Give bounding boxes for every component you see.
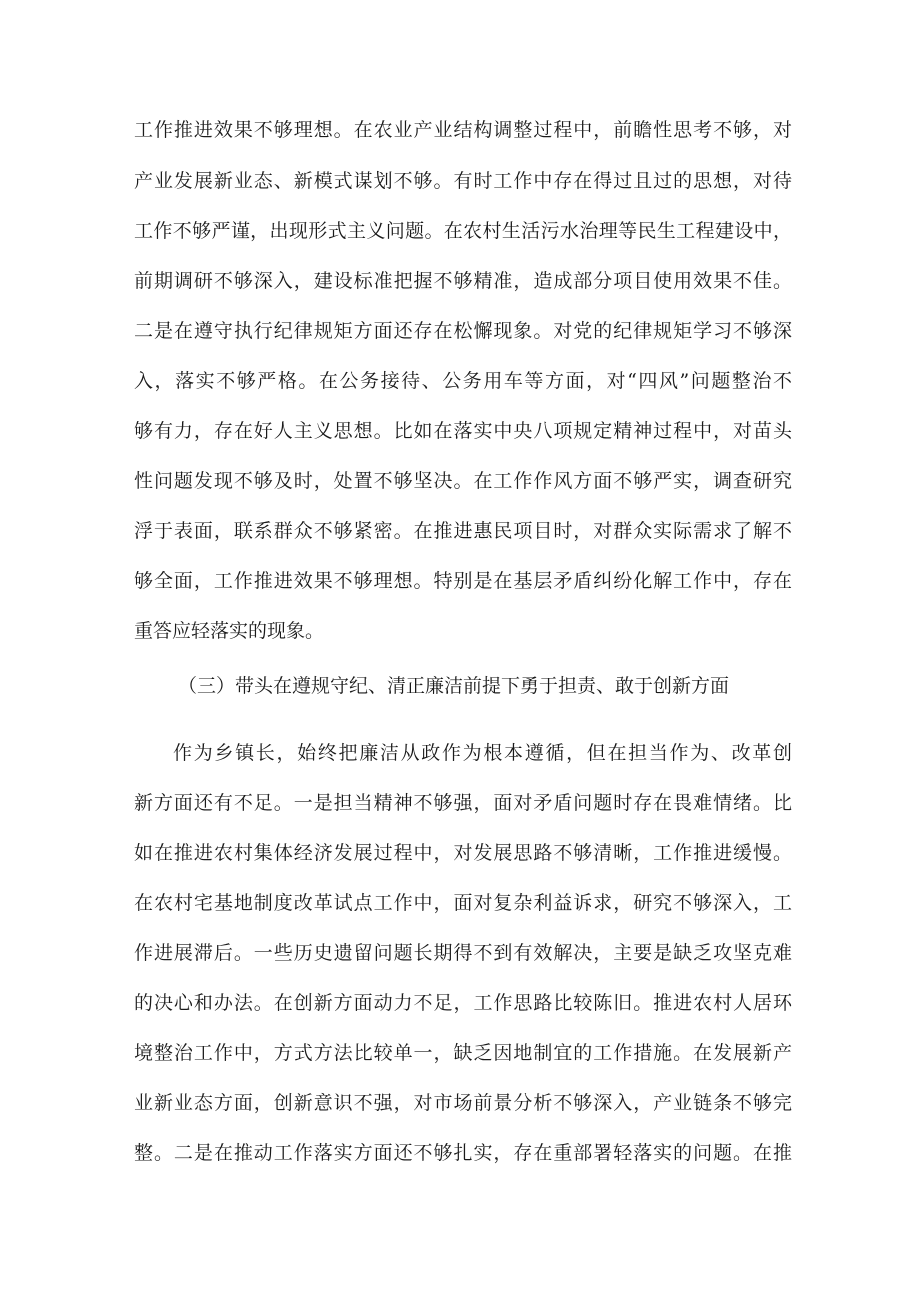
- paragraph-1-line-7: 够有力，存在好人主义思想。比如在落实中央八项规定精神过程中，对苗头: [134, 420, 792, 442]
- paragraph-1-line-11: 重答应轻落实的现象。: [134, 620, 325, 642]
- paragraph-2-line-7: 境整治工作中，方式方法比较单一，缺乏因地制宜的工作措施。在发展新产: [134, 1042, 792, 1064]
- section-heading: （三）带头在遵规守纪、清正廉洁前提下勇于担责、敢于创新方面: [178, 675, 730, 697]
- paragraph-2-line-3: 如在推进农村集体经济发展过程中，对发展思路不够清晰，工作推进缓慢。: [134, 842, 792, 864]
- paragraph-1-line-10: 够全面，工作推进效果不够理想。特别是在基层矛盾纠纷化解工作中，存在: [134, 570, 792, 592]
- paragraph-2-line-8: 业新业态方面，创新意识不强，对市场前景分析不够深入，产业链条不够完: [134, 1092, 792, 1114]
- paragraph-2-line-9: 整。二是在推动工作落实方面还不够扎实，存在重部署轻落实的问题。在推: [134, 1142, 792, 1164]
- paragraph-1-line-2: 产业发展新业态、新模式谋划不够。有时工作中存在得过且过的思想，对待: [134, 170, 792, 192]
- paragraph-2-line-4: 在农村宅基地制度改革试点工作中，面对复杂利益诉求，研究不够深入，工: [134, 892, 792, 914]
- paragraph-1-line-6: 入，落实不够严格。在公务接待、公务用车等方面，对“四风”问题整治不: [134, 370, 792, 392]
- paragraph-1-line-9: 浮于表面，联系群众不够紧密。在推进惠民项目时，对群众实际需求了解不: [134, 520, 792, 542]
- paragraph-2-line-6: 的决心和办法。在创新方面动力不足，工作思路比较陈旧。推进农村人居环: [134, 992, 792, 1014]
- paragraph-1-line-1: 工作推进效果不够理想。在农业产业结构调整过程中，前瞻性思考不够，对: [134, 119, 792, 141]
- paragraph-1-line-4: 前期调研不够深入，建设标准把握不够精准，造成部分项目使用效果不佳。: [134, 270, 792, 292]
- paragraph-2-line-2: 新方面还有不足。一是担当精神不够强，面对矛盾问题时存在畏难情绪。比: [134, 792, 792, 814]
- paragraph-1-line-5: 二是在遵守执行纪律规矩方面还存在松懈现象。对党的纪律规矩学习不够深: [134, 320, 792, 342]
- paragraph-1-line-3: 工作不够严谨，出现形式主义问题。在农村生活污水治理等民生工程建设中，: [134, 220, 792, 242]
- paragraph-1-line-8: 性问题发现不够及时，处置不够坚决。在工作作风方面不够严实，调查研究: [134, 470, 792, 492]
- paragraph-2-line-1: 作为乡镇长，始终把廉洁从政作为根本遵循，但在担当作为、改革创: [173, 742, 792, 764]
- paragraph-2-line-5: 作进展滞后。一些历史遗留问题长期得不到有效解决，主要是缺乏攻坚克难: [134, 942, 792, 964]
